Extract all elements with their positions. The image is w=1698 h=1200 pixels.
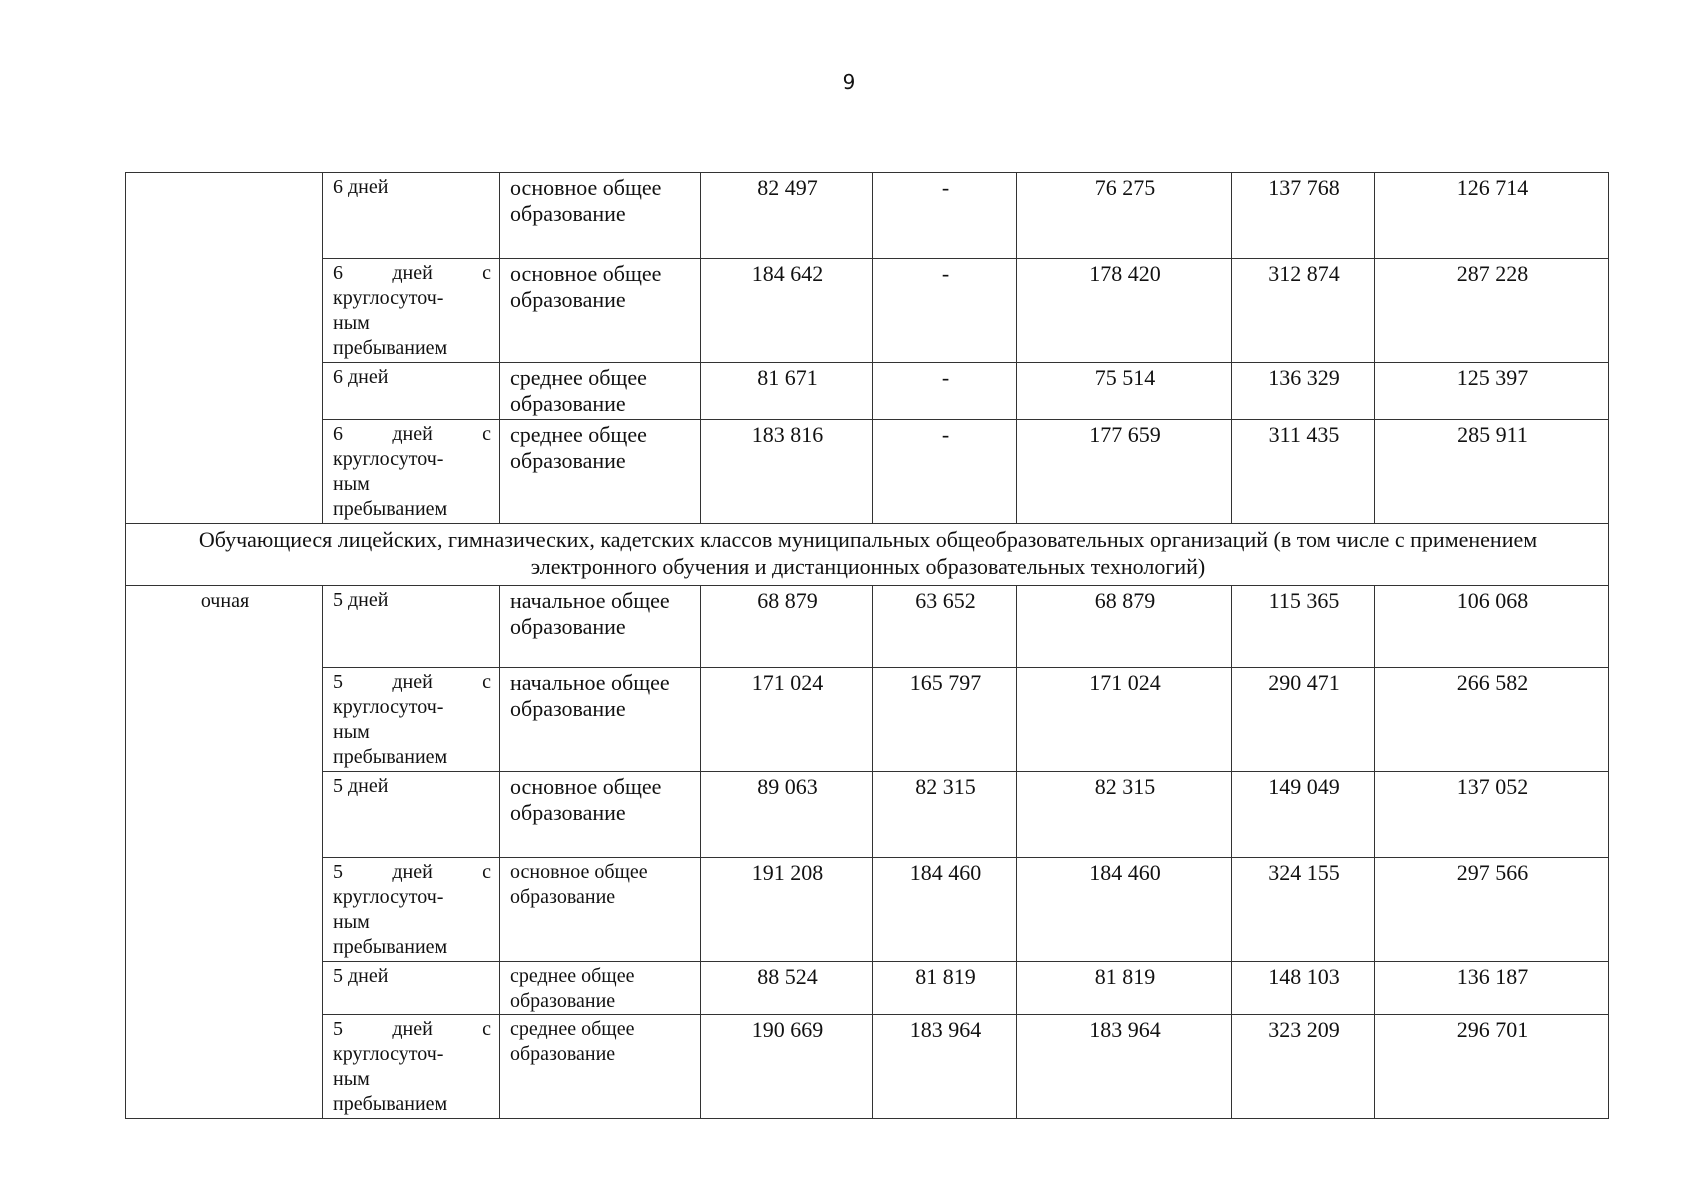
mode-days-count: 5 <box>333 861 343 883</box>
value-cell-1: 190 669 <box>701 1015 873 1119</box>
mode-first-line <box>333 860 491 885</box>
table-row <box>126 173 1609 259</box>
value-cell-4: 115 365 <box>1232 586 1375 668</box>
education-level-cell: основное общее образование <box>500 259 701 363</box>
value-cell-1: 89 063 <box>701 772 873 858</box>
form-cell: очная <box>126 586 323 1119</box>
mode-first-line <box>333 1017 491 1042</box>
value-cell-1: 191 208 <box>701 858 873 962</box>
table-row <box>126 772 1609 858</box>
value-cell-3: 82 315 <box>1017 772 1232 858</box>
value-cell-5: 126 714 <box>1375 173 1609 259</box>
education-level-cell: среднее общее образование <box>500 420 701 524</box>
value-cell-1: 81 671 <box>701 363 873 420</box>
mode-cell <box>323 858 500 962</box>
value-cell-1: 82 497 <box>701 173 873 259</box>
value-cell-4: 311 435 <box>1232 420 1375 524</box>
value-cell-1: 88 524 <box>701 962 873 1015</box>
table-body-lyceum <box>126 586 1609 1119</box>
table-row <box>126 962 1609 1015</box>
table-row <box>126 1015 1609 1119</box>
value-cell-3: 81 819 <box>1017 962 1232 1015</box>
mode-cell: 6 дней <box>323 363 500 420</box>
mode-preposition: с <box>482 423 491 445</box>
mode-days-count: 6 <box>333 423 343 445</box>
mode-cell <box>323 1015 500 1119</box>
value-cell-4: 149 049 <box>1232 772 1375 858</box>
value-cell-5: 296 701 <box>1375 1015 1609 1119</box>
value-cell-3: 183 964 <box>1017 1015 1232 1119</box>
value-cell-1: 184 642 <box>701 259 873 363</box>
value-cell-5: 106 068 <box>1375 586 1609 668</box>
value-cell-1: 171 024 <box>701 668 873 772</box>
value-cell-3: 177 659 <box>1017 420 1232 524</box>
value-cell-2: 165 797 <box>873 668 1017 772</box>
form-cell-empty <box>126 173 323 524</box>
mode-first-line <box>333 261 491 286</box>
value-cell-3: 75 514 <box>1017 363 1232 420</box>
mode-rest: круглосуточ- ным пребыванием <box>333 886 448 958</box>
tuition-table <box>125 172 1609 1119</box>
value-cell-2: 183 964 <box>873 1015 1017 1119</box>
value-cell-4: 312 874 <box>1232 259 1375 363</box>
value-cell-5: 285 911 <box>1375 420 1609 524</box>
value-cell-5: 297 566 <box>1375 858 1609 962</box>
value-cell-4: 323 209 <box>1232 1015 1375 1119</box>
education-level-cell: начальное общее образование <box>500 586 701 668</box>
education-level-cell: среднее общее образование <box>500 1015 701 1119</box>
table-section-header-group <box>126 524 1609 586</box>
education-level-cell: начальное общее образование <box>500 668 701 772</box>
section-header-row <box>126 524 1609 586</box>
table-body-continued <box>126 173 1609 524</box>
value-cell-2: - <box>873 363 1017 420</box>
table-row <box>126 420 1609 524</box>
mode-days-count: 6 <box>333 262 343 284</box>
mode-preposition: с <box>482 671 491 693</box>
mode-cell: 5 дней <box>323 586 500 668</box>
value-cell-3: 76 275 <box>1017 173 1232 259</box>
value-cell-1: 68 879 <box>701 586 873 668</box>
table-row <box>126 668 1609 772</box>
mode-preposition: с <box>482 262 491 284</box>
value-cell-1: 183 816 <box>701 420 873 524</box>
education-level-cell: среднее общее образование <box>500 962 701 1015</box>
mode-cell: 6 дней <box>323 173 500 259</box>
value-cell-4: 324 155 <box>1232 858 1375 962</box>
mode-cell: 5 дней <box>323 962 500 1015</box>
value-cell-3: 184 460 <box>1017 858 1232 962</box>
value-cell-5: 266 582 <box>1375 668 1609 772</box>
value-cell-5: 136 187 <box>1375 962 1609 1015</box>
value-cell-4: 148 103 <box>1232 962 1375 1015</box>
value-cell-2: 63 652 <box>873 586 1017 668</box>
value-cell-2: - <box>873 173 1017 259</box>
value-cell-5: 125 397 <box>1375 363 1609 420</box>
mode-days-count: 5 <box>333 1018 343 1040</box>
mode-days-word: дней <box>392 1018 433 1040</box>
education-level-cell: среднее общее образование <box>500 363 701 420</box>
education-level-cell: основное общее образование <box>500 772 701 858</box>
value-cell-2: 81 819 <box>873 962 1017 1015</box>
table-row <box>126 363 1609 420</box>
mode-cell <box>323 668 500 772</box>
value-cell-3: 68 879 <box>1017 586 1232 668</box>
value-cell-3: 171 024 <box>1017 668 1232 772</box>
mode-days-word: дней <box>392 861 433 883</box>
mode-preposition: с <box>482 1018 491 1040</box>
value-cell-3: 178 420 <box>1017 259 1232 363</box>
value-cell-2: 82 315 <box>873 772 1017 858</box>
mode-rest: круглосуточ- ным пребыванием <box>333 448 448 520</box>
mode-days-word: дней <box>392 423 433 445</box>
value-cell-2: 184 460 <box>873 858 1017 962</box>
table-row <box>126 259 1609 363</box>
section-header: Обучающиеся лицейских, гимназических, кадетских классов муниципальных общеобразовательных организаций (в том числе с применением электронного обучения и дистанционных образовательных технологий) <box>126 524 1609 586</box>
mode-rest: круглосуточ- ным пребыванием <box>333 1043 448 1115</box>
value-cell-5: 287 228 <box>1375 259 1609 363</box>
value-cell-2: - <box>873 259 1017 363</box>
value-cell-2: - <box>873 420 1017 524</box>
mode-days-count: 5 <box>333 671 343 693</box>
education-level-cell: основное общее образование <box>500 173 701 259</box>
value-cell-4: 290 471 <box>1232 668 1375 772</box>
mode-cell <box>323 259 500 363</box>
value-cell-5: 137 052 <box>1375 772 1609 858</box>
table-row <box>126 586 1609 668</box>
mode-rest: круглосуточ- ным пребыванием <box>333 287 448 359</box>
mode-cell <box>323 420 500 524</box>
education-level-cell: основное общее образование <box>500 858 701 962</box>
mode-rest: круглосуточ- ным пребыванием <box>333 696 448 768</box>
mode-cell: 5 дней <box>323 772 500 858</box>
page-number: 9 <box>842 70 856 94</box>
mode-days-word: дней <box>392 262 433 284</box>
value-cell-4: 136 329 <box>1232 363 1375 420</box>
table-row <box>126 858 1609 962</box>
mode-first-line <box>333 422 491 447</box>
mode-preposition: с <box>482 861 491 883</box>
mode-first-line <box>333 670 491 695</box>
mode-days-word: дней <box>392 671 433 693</box>
value-cell-4: 137 768 <box>1232 173 1375 259</box>
